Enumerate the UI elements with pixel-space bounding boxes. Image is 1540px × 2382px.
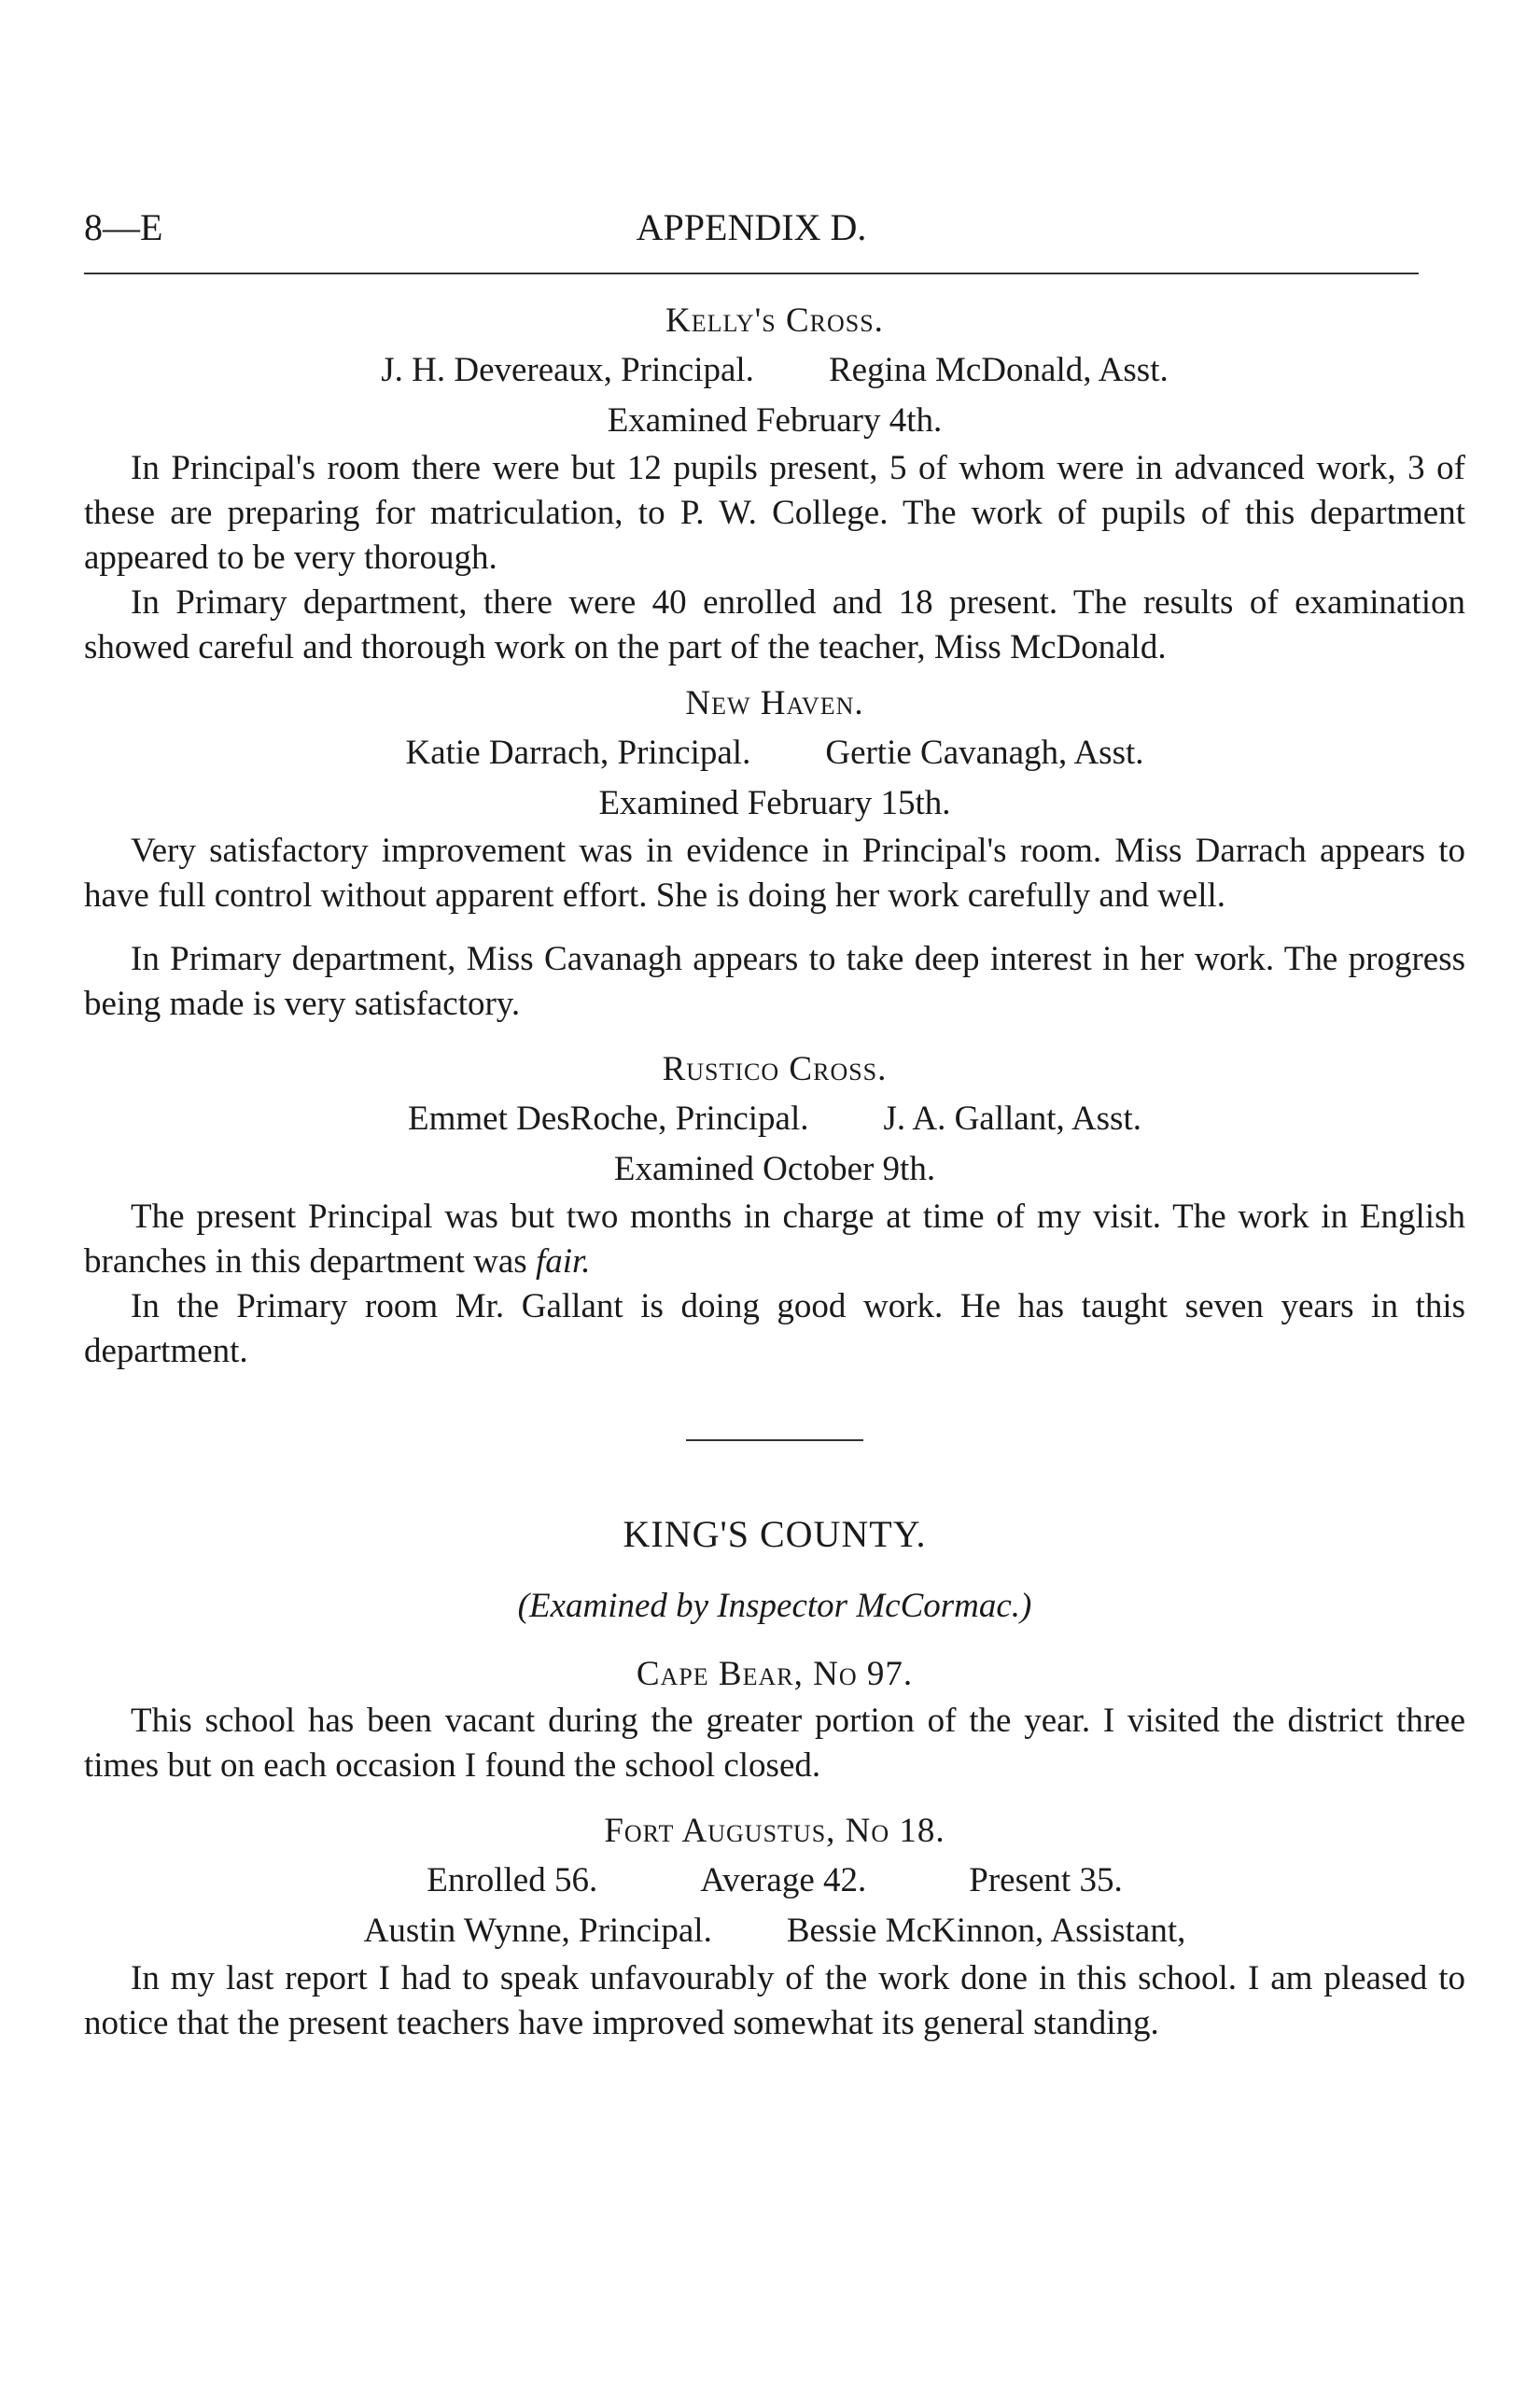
paragraph-text: The present Principal was but two months in charge at time of my visit. The work in English branches in this department was bbox=[84, 1198, 1465, 1281]
document-body bbox=[84, 297, 1465, 2046]
assistant-name: J. A. Gallant, Asst. bbox=[883, 1100, 1141, 1138]
section-divider bbox=[686, 1439, 863, 1441]
paragraph: This school has been vacant during the greater portion of the year. I visited the district three times but on each occasion I found the school closed. bbox=[84, 1702, 1465, 1785]
section-heading-rustico-cross: Rustico Cross. bbox=[662, 1050, 888, 1088]
section-heading-kellys-cross: Kelly's Cross. bbox=[665, 301, 884, 340]
principal-name: J. H. Devereaux, Principal. bbox=[381, 351, 754, 389]
section-heading-fort-augustus: Fort Augustus, No 18. bbox=[604, 1812, 945, 1850]
page-title: APPENDIX D. bbox=[636, 206, 867, 248]
assistant-name: Regina McDonald, Asst. bbox=[828, 351, 1169, 389]
paragraph: In my last report I had to speak unfavourably of the work done in this school. I am pleased to notice that the present teachers have improved somewhat its general standing. bbox=[84, 1959, 1465, 2042]
assistant-name: Gertie Cavanagh, Asst. bbox=[825, 734, 1144, 772]
section-heading-new-haven: New Haven. bbox=[685, 684, 864, 722]
attendance-line bbox=[84, 1856, 1465, 1906]
paragraph: In Principal's room there were but 12 pupils present, 5 of whom were in advanced work, 3 of these are preparing for matriculation, to P. W. College. The work of pupils of this department appeared to be very thorough. bbox=[84, 449, 1465, 577]
examined-date: Examined October 9th. bbox=[613, 1150, 936, 1188]
page-reference: 8—E bbox=[84, 206, 163, 248]
average-count: Average 42. bbox=[700, 1861, 867, 1899]
examiner-note: (Examined by Inspector McCormac.) bbox=[517, 1587, 1032, 1625]
principal-name: Katie Darrach, Principal. bbox=[405, 734, 751, 772]
present-count: Present 35. bbox=[969, 1861, 1123, 1899]
section-heading-cape-bear: Cape Bear, No 97. bbox=[636, 1655, 914, 1693]
staff-line bbox=[84, 728, 1465, 778]
examined-date: Examined February 4th. bbox=[607, 401, 943, 440]
county-heading: KING'S COUNTY. bbox=[623, 1513, 927, 1555]
paragraph bbox=[84, 1195, 1465, 1284]
paragraph: In the Primary room Mr. Gallant is doing good work. He has taught seven years in this department. bbox=[84, 1287, 1465, 1370]
paragraph: In Primary department, Miss Cavanagh appears to take deep interest in her work. The progress being made is very satisfactory. bbox=[84, 940, 1465, 1023]
paragraph: Very satisfactory improvement was in evidence in Principal's room. Miss Darrach appears to have full control without apparent effort. She is doing her work carefully and well. bbox=[84, 832, 1465, 915]
principal-name: Emmet DesRoche, Principal. bbox=[407, 1100, 809, 1138]
header-rule bbox=[84, 273, 1419, 274]
staff-line bbox=[84, 1906, 1465, 1956]
principal-name: Austin Wynne, Principal. bbox=[363, 1912, 712, 1950]
assistant-name: Bessie McKinnon, Assistant, bbox=[786, 1912, 1186, 1950]
italic-word: fair. bbox=[535, 1242, 591, 1281]
enrolled-count: Enrolled 56. bbox=[427, 1861, 598, 1899]
page-header bbox=[84, 205, 1419, 261]
examined-date: Examined February 15th. bbox=[598, 784, 951, 822]
staff-line bbox=[84, 1094, 1465, 1144]
paragraph: In Primary department, there were 40 enrolled and 18 present. The results of examination showed careful and thorough work on the part of the teacher, Miss McDonald. bbox=[84, 583, 1465, 666]
staff-line bbox=[84, 345, 1465, 396]
